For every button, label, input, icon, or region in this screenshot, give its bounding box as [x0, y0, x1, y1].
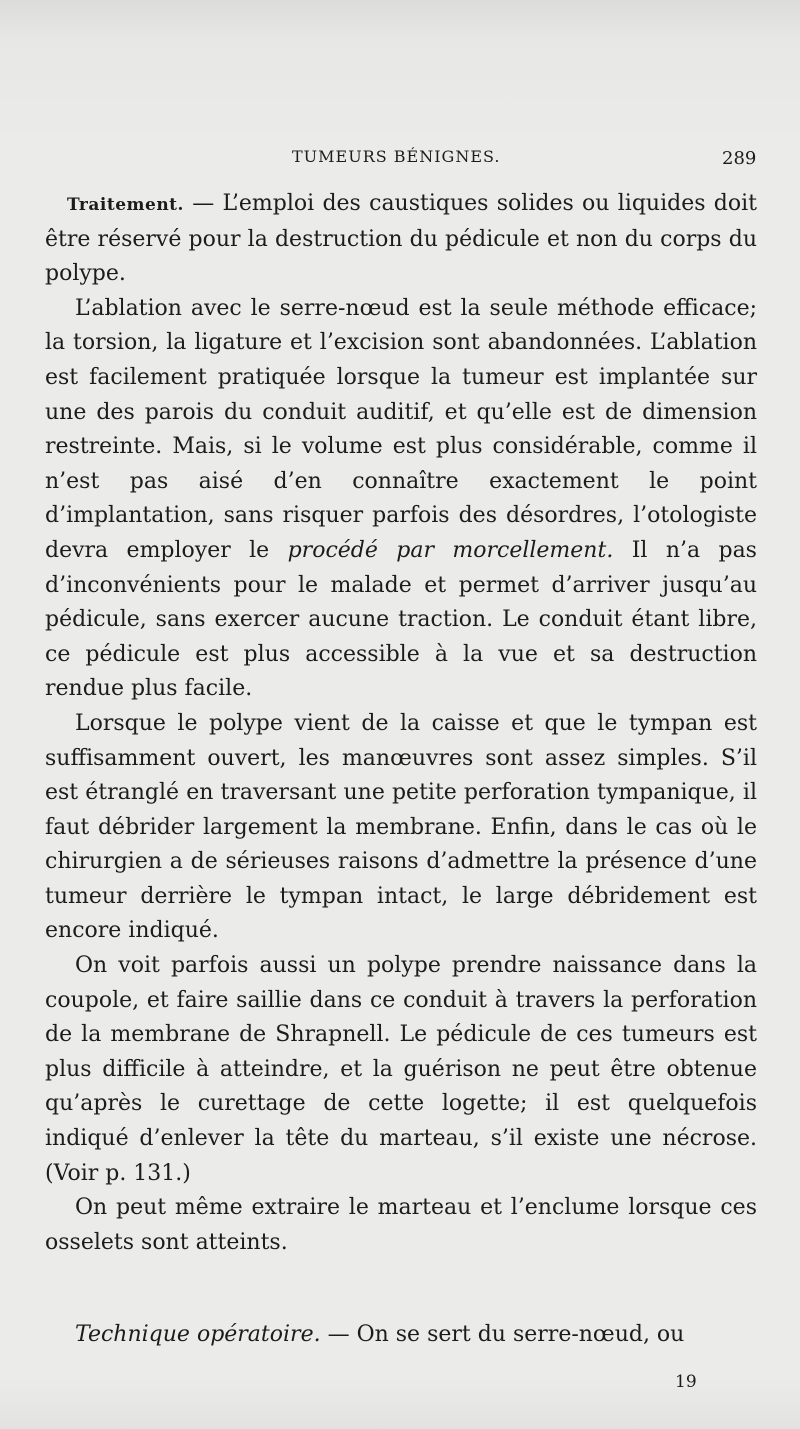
paragraph-text: Lorsque le polype vient de la caisse et que le tympan est suffisamment ouvert, les manœuvres sont assez simples. S’il est étranglé en traversant une petite perforation tympanique, il faut débrider largement la membrane. Enfin, dans le cas où le chirurgien a de sérieuses raisons d’admettre la présence d’une tumeur derrière le tympan intact, le large débridement est encore indiqué. [45, 710, 757, 944]
technique-line [75, 1318, 761, 1352]
section-heading-technique: Technique opératoire. [75, 1322, 321, 1347]
paragraph-text: — On se sert du serre-nœud, ou [320, 1322, 685, 1347]
page-header [0, 147, 800, 173]
paragraph-text: — L’emploi des caustiques solides ou liquides doit être réservé pour la destruction du pédicule et non du corps du polype. [45, 191, 757, 287]
italic-term: procédé par morcellement. [287, 537, 614, 563]
paragraph-ablation [45, 292, 757, 707]
page-number: 289 [722, 148, 757, 169]
paragraph-coupole [45, 949, 757, 1191]
paragraph-text: On voit parfois aussi un polype prendre naissance dans la coupole, et faire saillie dans ce conduit à travers la perforation de la membrane de Shrapnell. Le pédicule de ces tumeurs est plus difficile à atteindre, et la guérison ne peut être obtenue qu’après le curettage de cette logette; il est quelquefois indiqué d’enlever la tête du marteau, s’il existe une nécrose. (Voir p. 131.) [45, 953, 757, 1186]
paragraph-text: Il n’a pas d’inconvénients pour le malade et permet d’arriver jusqu’au pédicule, sans exercer aucune traction. Le conduit étant libre, ce pédicule est plus accessible à la vue et sa destruction rendue plus facile. [45, 537, 757, 702]
signature-mark: 19 [675, 1372, 697, 1392]
paragraph-caisse [45, 707, 757, 949]
body-text [45, 187, 757, 1260]
running-title: TUMEURS BÉNIGNES. [292, 147, 501, 166]
paragraph-osselets [45, 1191, 757, 1260]
paragraph-treatment [45, 187, 757, 292]
paragraph-text: L’ablation avec le serre-nœud est la seule méthode efficace; la torsion, la ligature et l’excision sont abandonnées. L’ablation est facilement pratiquée lorsque la tumeur est implantée sur une des parois du conduit auditif, et qu’elle est de dimension restreinte. Mais, si le volume est plus considérable, comme il n’est pas aisé d’en connaître exactement le point d’implantation, sans risquer parfois des désordres, l’otologiste devra employer le [45, 295, 757, 563]
section-heading-traitement: Traitement. [67, 195, 184, 215]
paragraph-text: On peut même extraire le marteau et l’enclume lorsque ces osselets sont atteints. [45, 1195, 757, 1255]
